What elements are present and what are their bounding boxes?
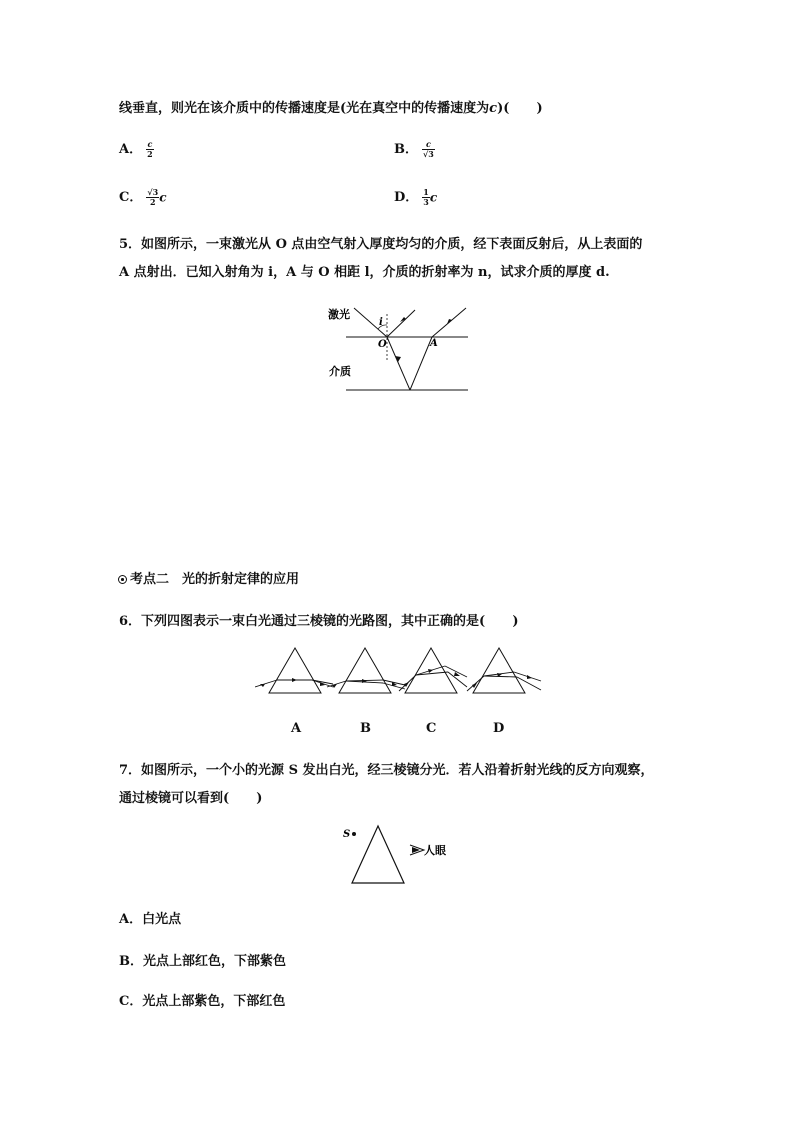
point-o-label: O (378, 339, 387, 350)
q4-option-b[interactable]: B． $\frac{c}{√3}$ (394, 139, 434, 159)
q6-figures (255, 645, 545, 697)
q5-line-1: 5．如图所示，一束激光从 O 点由空气射入厚度均匀的介质，经下表面反射后，从上表面的 (119, 237, 643, 252)
q7-line-2: 通过棱镜可以看到( ) (119, 791, 263, 806)
q7-option-c[interactable]: C．光点上部紫色，下部红色 (119, 994, 286, 1009)
prism-c[interactable] (399, 648, 467, 693)
q5-figure (320, 300, 480, 400)
q6-stem: 6．下列四图表示一束白光通过三棱镜的光路图，其中正确的是( ) (119, 614, 519, 629)
laser-label: 激光 (328, 308, 350, 321)
prism-b[interactable] (327, 648, 405, 693)
light-source-dot (352, 832, 356, 836)
q5-line-2: A 点射出．已知入射角为 i，A 与 O 相距 l，介质的折射率为 n，试求介质的厚度 d. (119, 265, 610, 280)
q6-label-a: A (291, 721, 302, 736)
q7-option-a[interactable]: A．白光点 (119, 912, 182, 927)
prism-d[interactable] (467, 648, 541, 693)
q6-label-b: B (360, 721, 371, 736)
q4-option-d[interactable]: D． $\frac{1}{3}$ c (394, 187, 438, 207)
fraction: $\frac{1}{3}$ (423, 187, 429, 207)
medium-label: 介质 (329, 365, 351, 378)
q7-line-1: 7．如图所示，一个小的光源 S 发出白光，经三棱镜分光．若人沿着折射光线的反方向观察， (119, 763, 654, 778)
fraction: $\frac{√3}{2}$ (147, 187, 159, 207)
point-a-label: A (430, 338, 438, 349)
q4-option-c[interactable]: C． $\frac{√3}{2}$ c (119, 187, 167, 207)
q4-option-a[interactable]: A． $\frac{c}{2}$ (119, 139, 153, 159)
q4-stem: 线垂直，则光在该介质中的传播速度是(光在真空中的传播速度为c)( ) (119, 101, 543, 116)
exit-ray (432, 308, 466, 337)
eye-icon (410, 845, 424, 855)
eye-label: 人眼 (424, 844, 446, 857)
fraction: $\frac{c}{√3}$ (423, 139, 434, 159)
source-s-label: S (343, 829, 351, 840)
section-2-header: 考点二 光的折射定律的应用 (118, 568, 299, 587)
q6-label-d: D (493, 721, 505, 736)
q7-figure (336, 822, 456, 886)
q7-option-b[interactable]: B．光点上部红色，下部紫色 (119, 954, 286, 969)
target-bullet-icon (118, 575, 127, 584)
return-ray (410, 337, 432, 390)
reflected-ray (387, 310, 415, 337)
angle-i-label: i (379, 317, 383, 328)
q6-label-c: C (426, 721, 437, 736)
prism (352, 826, 404, 883)
fraction: $\frac{c}{2}$ (147, 139, 153, 159)
refracted-ray (387, 337, 410, 390)
prism-a[interactable] (255, 648, 333, 693)
